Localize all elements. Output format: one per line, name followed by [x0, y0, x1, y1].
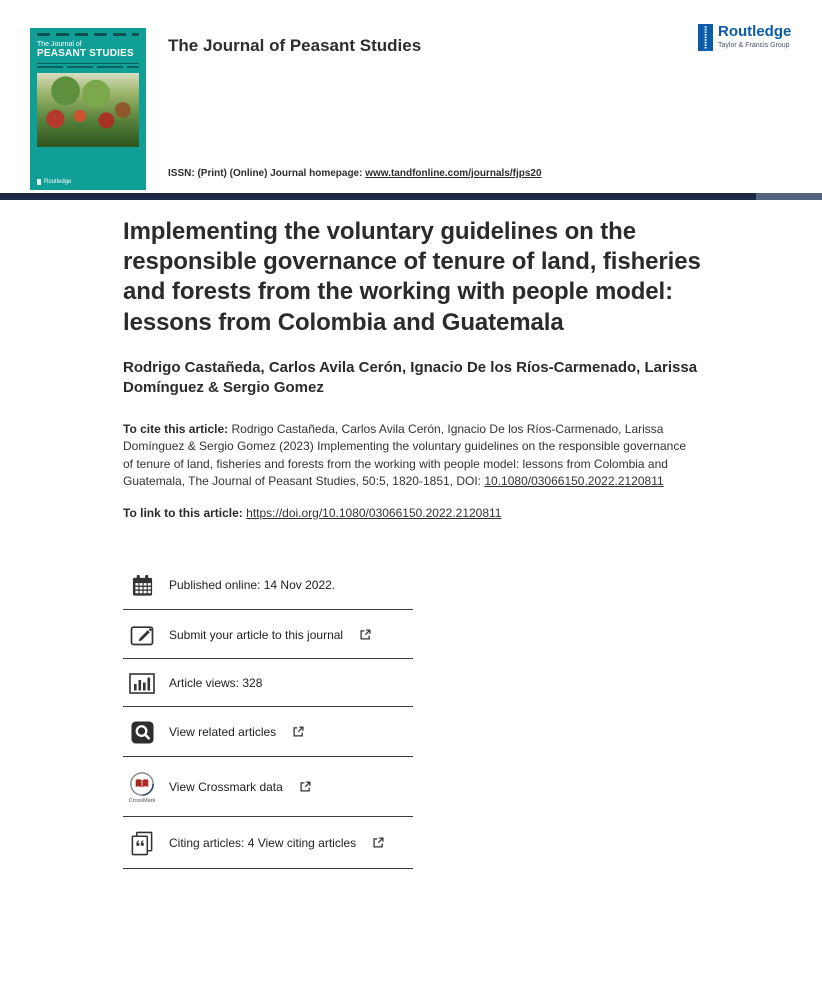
cite-label: To cite this article: [123, 422, 229, 437]
journal-title: The Journal of Peasant Studies [168, 36, 422, 55]
publisher-name: Routledge [718, 23, 792, 40]
cover-publisher-mark: Routledge [37, 179, 139, 185]
article-url-link[interactable]: https://doi.org/10.1080/03066150.2022.2120811 [246, 505, 502, 520]
article-views-text: Article views: 328 [169, 676, 263, 691]
external-link-icon [300, 779, 311, 797]
bar-chart-icon [127, 673, 157, 694]
header-divider [0, 193, 822, 200]
submit-article-icon [127, 624, 157, 646]
issn-label: ISSN: (Print) (Online) Journal homepage: [168, 168, 363, 179]
cover-masthead-line2: PEASANT STUDIES [37, 48, 134, 59]
view-related-link[interactable]: View related articles [169, 725, 277, 740]
article-authors: Rodrigo Castañeda, Carlos Avila Cerón, Ignacio De los Ríos-Carmenado, Larissa Domínguez & Sergio Gomez [123, 358, 698, 397]
action-published-online [123, 560, 413, 610]
crossmark-caption: CrossMark [128, 797, 156, 804]
action-article-views [123, 659, 413, 707]
published-online-text: Published online: 14 Nov 2022. [169, 578, 336, 593]
external-link-icon [293, 724, 304, 742]
cover-artwork [37, 73, 139, 147]
related-articles-icon [127, 721, 157, 744]
journal-cover-thumbnail [30, 28, 146, 190]
link-label: To link to this article: [123, 505, 243, 520]
journal-homepage-link[interactable]: www.tandfonline.com/journals/fjps20 [365, 168, 542, 179]
action-citing-articles[interactable] [123, 817, 413, 869]
action-view-crossmark[interactable] [123, 757, 413, 817]
cover-top-meta [37, 33, 139, 36]
cover-masthead-line1: The Journal of [37, 41, 82, 48]
citing-articles-icon [127, 831, 157, 856]
issn-homepage-line [168, 168, 542, 179]
article-title: Implementing the voluntary guidelines on the responsible governance of tenure of land, fisheries and forests from the working with people model: lessons from Colombia and Guatemala [123, 218, 701, 336]
crossmark-icon [127, 771, 157, 804]
routledge-logo [698, 24, 791, 56]
main-content [123, 217, 731, 869]
action-view-related[interactable] [123, 707, 413, 757]
doi-link[interactable]: 10.1080/03066150.2022.2120811 [484, 473, 664, 488]
external-link-icon [360, 627, 371, 645]
article-actions [123, 560, 413, 869]
link-paragraph [123, 506, 731, 520]
citing-articles-link[interactable]: Citing articles: 4 View citing articles [169, 836, 357, 851]
view-crossmark-link[interactable]: View Crossmark data [169, 780, 283, 795]
cover-divider [37, 63, 139, 68]
external-link-icon [373, 835, 384, 853]
action-submit-article[interactable] [123, 610, 413, 659]
routledge-logo-icon [698, 24, 713, 56]
cite-paragraph [123, 421, 693, 489]
publisher-group: Taylor & Francis Group [718, 41, 790, 49]
cite-text: Rodrigo Castañeda, Carlos Avila Cerón, Ignacio De los Ríos-Carmenado, Larissa Domínguez & Sergio Gomez (2023) Implementing the voluntary guidelines on the responsible governance of tenure of land, fisheries and forests from the working with people model: lessons from Colombia and Guatemala, The Journal of Peasant Studies, 50:5, 1820-1851, DOI: [123, 422, 686, 488]
calendar-icon [127, 574, 157, 597]
submit-article-link[interactable]: Submit your article to this journal [169, 627, 344, 642]
